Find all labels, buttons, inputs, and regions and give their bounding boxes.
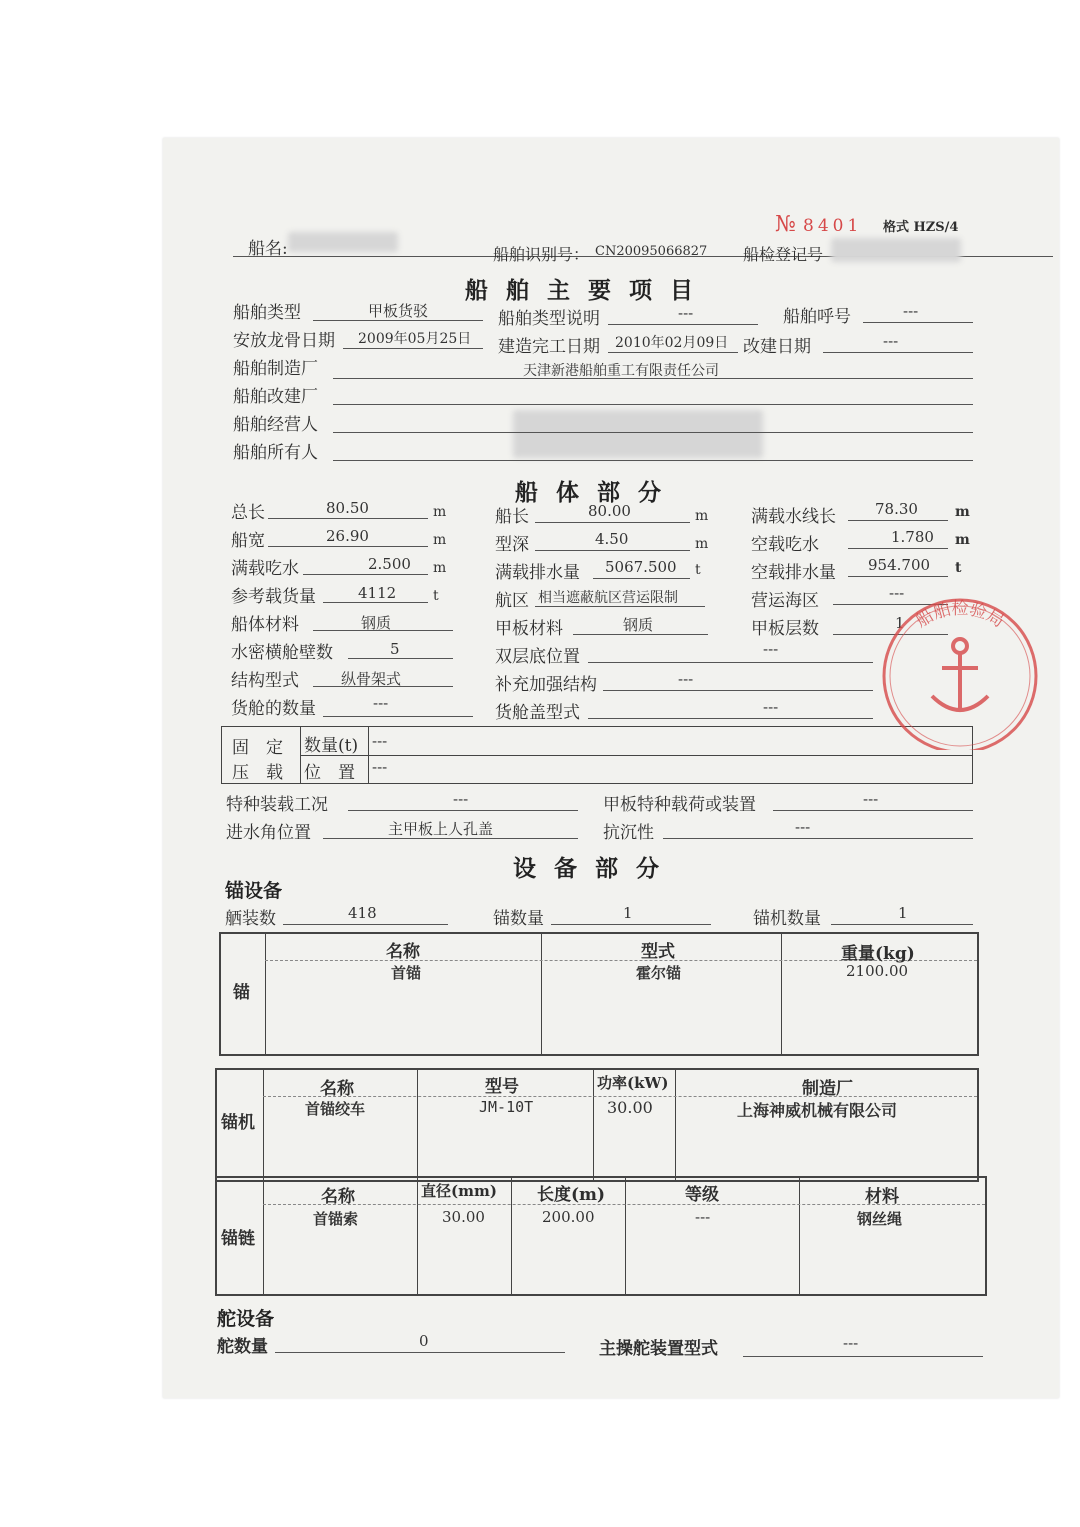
chain-col-divider: [417, 1178, 418, 1294]
material-value: 钢质: [361, 614, 392, 632]
breadth-label: 船宽: [231, 531, 265, 551]
underline: [313, 630, 453, 631]
windlass-col-divider: [417, 1070, 418, 1180]
chain-header-grade: 等级: [685, 1185, 719, 1205]
ballast-table: [221, 726, 973, 784]
rebuild-date-value: ---: [883, 332, 899, 350]
area-label: 航区: [495, 591, 529, 611]
underline: [863, 322, 973, 323]
underline: [573, 634, 708, 635]
anti-sink-value: ---: [795, 818, 811, 836]
hatch-label: 货舱盖型式: [495, 703, 580, 723]
anchor-cell-name: 首锚: [391, 964, 422, 982]
chain-cell-diameter: 30.00: [442, 1208, 485, 1226]
material-label: 船体材料: [231, 615, 299, 635]
underline: [313, 320, 483, 321]
structure-value: 纵骨架式: [341, 670, 402, 688]
light-disp-unit: t: [955, 560, 962, 576]
id-label: 船舶识别号：: [493, 245, 590, 264]
lbp-value: 80.00: [588, 502, 631, 520]
completion-date-value: 2010年02月09日: [615, 335, 729, 351]
windlass-cell-power: 30.00: [607, 1098, 653, 1117]
redacted-reg: [831, 238, 961, 262]
hull-title: 船体部分: [515, 479, 679, 506]
windlass-count-label: 锚机数量: [753, 909, 821, 929]
bulkhead-label: 水密横舱壁数: [231, 643, 333, 663]
underline: [348, 810, 578, 811]
full-draft-value: 2.500: [368, 555, 411, 573]
underline: [333, 432, 973, 433]
underline: [348, 658, 453, 659]
ballast-label-2: 压 载: [232, 763, 283, 783]
lbp-unit: m: [695, 508, 709, 524]
light-draft-unit: m: [955, 532, 970, 548]
underline: [823, 352, 973, 353]
anchor-cell-weight: 2100.00: [846, 962, 909, 980]
special-load-label: 特种装载工况: [226, 795, 328, 815]
loa-label: 总长: [231, 503, 265, 523]
operator-label: 船舶经营人: [233, 415, 318, 435]
underline: [848, 576, 948, 577]
underline: [275, 1352, 565, 1353]
anti-sink-label: 抗沉性: [603, 823, 654, 843]
reg-label: 船检登记号: [743, 245, 824, 264]
full-draft-label: 满载吃水: [231, 559, 299, 579]
underline: [588, 662, 873, 663]
full-disp-value: 5067.500: [605, 558, 677, 576]
type-desc-value: ---: [678, 304, 694, 322]
deck-special-label: 甲板特种载荷或装置: [603, 795, 756, 815]
form-code: 格式 HZS/4: [883, 220, 959, 235]
underline: [313, 686, 453, 687]
underline: [323, 602, 428, 603]
rebuilder-label: 船舶改建厂: [233, 387, 318, 407]
anchor-row-label: 锚: [233, 983, 250, 1003]
windlass-cell-name: 首锚绞车: [305, 1100, 366, 1118]
underline: [535, 606, 705, 607]
underline: [333, 404, 973, 405]
redacted-ship-name: [288, 232, 398, 252]
keel-date-value: 2009年05月25日: [358, 331, 472, 347]
lbp-label: 船长: [495, 507, 529, 527]
rudder-section-title: 舵设备: [217, 1308, 275, 1330]
light-disp-value: 954.700: [868, 556, 931, 574]
double-bottom-value: ---: [763, 640, 779, 658]
ballast-qty-label: 数量(t): [304, 736, 359, 756]
depth-value: 4.50: [595, 530, 629, 548]
full-draft-unit: m: [433, 560, 447, 576]
steering-gear-value: ---: [843, 1334, 859, 1352]
double-bottom-label: 双层底位置: [495, 647, 580, 667]
anchor-col-divider: [541, 934, 542, 1054]
anchor-cell-type: 霍尔锚: [636, 964, 682, 982]
underline: [588, 718, 873, 719]
underline: [333, 378, 973, 379]
ballast-pos-label: 位 置: [304, 763, 355, 783]
chain-col-divider: [511, 1178, 512, 1294]
anchor-section-title: 锚设备: [225, 880, 283, 902]
depth-unit: m: [695, 536, 709, 552]
redacted-operator-owner: [513, 410, 763, 458]
deck-layers-value: 1: [895, 614, 905, 632]
completion-date-label: 建造完工日期: [498, 337, 600, 357]
chain-header-name: 名称: [321, 1187, 355, 1207]
ballast-pos-value: ---: [372, 758, 388, 776]
stamp-text: 船舶检验局: [912, 599, 1008, 632]
windlass-header-power: 功率(kW): [597, 1074, 669, 1092]
call-sign-value: ---: [903, 302, 919, 320]
sea-area-label: 营运海区: [751, 591, 819, 611]
windlass-count-value: 1: [898, 904, 908, 922]
chain-table: [215, 1176, 987, 1296]
anchor-col-divider: [781, 934, 782, 1054]
underline: [323, 838, 578, 839]
windlass-cell-model: JM-10T: [479, 1098, 534, 1116]
windlass-col-divider: [263, 1070, 264, 1180]
windlass-table: [215, 1068, 979, 1182]
underline: [343, 348, 483, 349]
ballast-row-divider: [300, 755, 972, 756]
underline: [535, 522, 690, 523]
reinforce-value: ---: [678, 670, 694, 688]
windlass-col-divider: [675, 1070, 676, 1180]
depth-label: 型深: [495, 535, 529, 555]
main-items-title: 船舶主要项目: [465, 277, 711, 304]
anchor-icon: [932, 639, 988, 712]
deck-material-value: 钢质: [623, 616, 654, 634]
chain-row-label: 锚链: [221, 1229, 255, 1249]
area-value: 相当遮蔽航区营运限制: [538, 590, 678, 606]
underline: [773, 810, 973, 811]
underline: [831, 924, 973, 925]
bulkhead-value: 5: [390, 640, 400, 658]
builder-label: 船舶制造厂: [233, 359, 318, 379]
underline: [743, 1356, 983, 1357]
ship-name-label: 船名:: [248, 239, 288, 259]
cargo-unit: t: [433, 588, 439, 604]
sea-area-value: ---: [889, 584, 905, 602]
underline: [268, 546, 428, 547]
rudder-count-value: 0: [419, 1332, 429, 1350]
underline: [535, 550, 690, 551]
underline: [608, 352, 738, 353]
underline: [593, 578, 690, 579]
chain-col-divider: [799, 1178, 800, 1294]
owner-label: 船舶所有人: [233, 443, 318, 463]
chain-header-material: 材料: [865, 1187, 899, 1207]
ship-type-value: 甲板货驳: [368, 302, 429, 320]
structure-label: 结构型式: [231, 671, 299, 691]
special-load-value: ---: [453, 790, 469, 808]
steering-gear-label: 主操舵装置型式: [599, 1339, 718, 1359]
anchor-col-divider: [265, 934, 266, 1054]
lwl-unit: m: [955, 504, 970, 520]
loa-value: 80.50: [326, 499, 369, 517]
type-desc-label: 船舶类型说明: [498, 309, 600, 329]
anchor-header-name: 名称: [386, 942, 420, 962]
breadth-unit: m: [433, 532, 447, 548]
underline: [551, 924, 711, 925]
underline: [268, 518, 428, 519]
holds-value: ---: [373, 694, 389, 712]
cargo-value: 4112: [358, 584, 397, 602]
holds-label: 货舱的数量: [231, 699, 316, 719]
anchor-header-type: 型式: [641, 942, 675, 962]
outfit-value: 418: [348, 904, 377, 922]
certificate-sheet: [163, 138, 1059, 1398]
windlass-header-divider: [263, 1096, 977, 1097]
loa-unit: m: [433, 504, 447, 520]
ship-type-label: 船舶类型: [233, 303, 301, 323]
windlass-row-label: 锚机: [221, 1113, 255, 1133]
underline: [323, 716, 473, 717]
chain-col-divider: [263, 1178, 264, 1294]
underline: [603, 690, 873, 691]
underline: [848, 520, 948, 521]
ballast-label-1: 固 定: [232, 738, 283, 758]
chain-header-length: 长度(m): [537, 1185, 606, 1205]
flood-angle-value: 主甲板上人孔盖: [388, 820, 494, 838]
hatch-value: ---: [763, 698, 779, 716]
light-disp-label: 空载排水量: [751, 563, 836, 583]
breadth-value: 26.90: [326, 527, 369, 545]
windlass-header-maker: 制造厂: [802, 1079, 853, 1099]
deck-layers-label: 甲板层数: [751, 619, 819, 639]
underline: [283, 924, 448, 925]
equipment-title: 设备部分: [513, 855, 677, 882]
chain-header-diameter: 直径(mm): [421, 1182, 497, 1200]
outfit-label: 舾装数: [225, 909, 276, 929]
windlass-cell-maker: 上海神威机械有限公司: [737, 1101, 898, 1120]
id-value: CN20095066827: [595, 244, 708, 259]
keel-date-label: 安放龙骨日期: [233, 331, 335, 351]
light-draft-value: 1.780: [891, 528, 934, 546]
serial-number: 8401: [803, 216, 863, 236]
chain-cell-length: 200.00: [542, 1208, 595, 1226]
windlass-header-name: 名称: [320, 1079, 354, 1099]
deck-material-label: 甲板材料: [495, 619, 563, 639]
underline: [333, 460, 973, 461]
light-draft-label: 空载吃水: [751, 535, 819, 555]
call-sign-label: 船舶呼号: [783, 307, 851, 327]
inspection-stamp: [870, 590, 1050, 750]
anchor-count-value: 1: [623, 904, 633, 922]
rebuild-date-label: 改建日期: [743, 337, 811, 357]
underline: [303, 574, 428, 575]
flood-angle-label: 进水角位置: [226, 823, 311, 843]
underline: [848, 548, 948, 549]
chain-col-divider: [625, 1178, 626, 1294]
anchor-count-label: 锚数量: [493, 909, 544, 929]
underline: [663, 838, 973, 839]
builder-value: 天津新港船舶重工有限责任公司: [523, 363, 719, 379]
anchor-table: [219, 932, 979, 1056]
full-disp-label: 满载排水量: [495, 563, 580, 583]
lwl-value: 78.30: [875, 500, 918, 518]
cargo-label: 参考载货量: [231, 587, 316, 607]
underline: [608, 324, 758, 325]
rudder-count-label: 舵数量: [217, 1337, 268, 1357]
full-disp-unit: t: [695, 562, 701, 578]
serial-prefix: №: [775, 212, 796, 237]
chain-cell-grade: ---: [695, 1208, 711, 1226]
ballast-qty-value: ---: [372, 732, 388, 750]
reinforce-label: 补充加强结构: [495, 675, 597, 695]
anchor-header-weight: 重量(kg): [841, 944, 915, 964]
lwl-label: 满载水线长: [751, 507, 836, 527]
deck-special-value: ---: [863, 790, 879, 808]
windlass-col-divider: [593, 1070, 594, 1180]
chain-cell-material: 钢丝绳: [857, 1210, 903, 1228]
chain-cell-name: 首锚索: [313, 1210, 359, 1228]
windlass-header-model: 型号: [485, 1077, 519, 1097]
